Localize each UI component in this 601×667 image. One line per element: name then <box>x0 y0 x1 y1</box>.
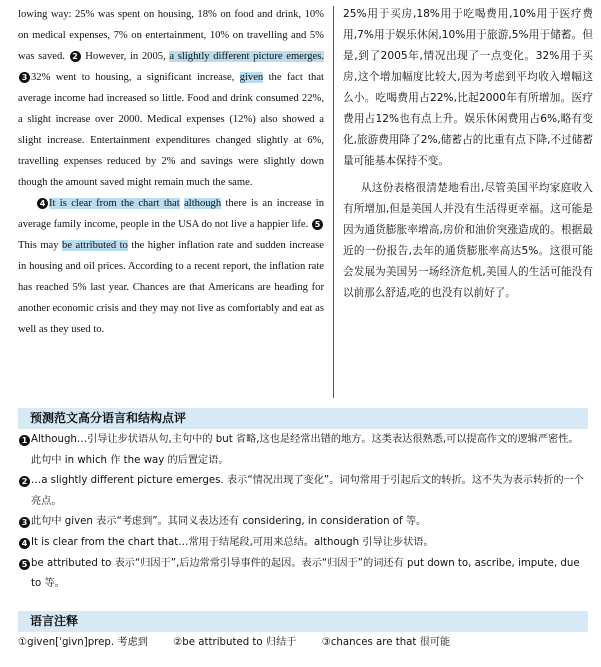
commentary-text: be attributed to 表示“归因于”,后边常常引导事件的起因。表示“归因于”的词还有 put down to, ascribe, impute, due to 等。 <box>31 557 580 590</box>
marker-5-icon: 5 <box>312 219 323 230</box>
marker-1-icon: 1 <box>19 435 30 446</box>
highlight-phrase: be attributed to <box>62 240 128 251</box>
marker-2-icon: 2 <box>19 476 30 487</box>
vocab-list <box>18 633 588 653</box>
marker-3-icon: 3 <box>19 72 30 83</box>
section-title-vocab: 语言注释 <box>18 611 588 632</box>
section-title-commentary: 预测范文高分语言和结构点评 <box>18 408 588 429</box>
commentary-item-1 <box>18 430 588 471</box>
commentary-text: 此句中 given 表示“考虑到”。其同义表达还有 considering, in consideration of 等。 <box>31 516 427 528</box>
commentary-text: It is clear from the chart that…常用于结尾段,可用来总结。although 引导让步状语。 <box>31 536 434 548</box>
text-segment: the higher inflation rate and sudden increase in housing and oil prices. According to a recent report, the inflation rate has reached 5% last year. Chances are that Americans are heading for another economic crisis and they may not live as comfortably and eat as well as they used to. <box>18 240 324 335</box>
highlight-phrase: given <box>239 72 264 83</box>
commentary-item-4 <box>18 533 588 554</box>
marker-5-icon: 5 <box>19 559 30 570</box>
highlight-phrase: It is clear from the chart that <box>49 198 180 209</box>
commentary-item-2 <box>18 471 588 512</box>
column-divider <box>333 6 334 398</box>
chinese-column <box>343 4 593 304</box>
chinese-paragraph-1: 25%用于买房,18%用于吃喝费用,10%用于医疗费用,7%用于娱乐休闲,10%用于旅游,5%用于储蓄。但是,到了2005年,情况出现了一点变化。32%用于买房,这个增加幅度比较大,因为考虑到平均收入增幅这么小。吃喝费用占22%,比起2000年有所增加。医疗费用占12%也有点上升。娱乐休闲费用占6%,略有变化,旅游费用降了2%,储蓄占的比重有点下降,不过储蓄量可能基本保持不变。 <box>343 8 593 167</box>
commentary-list <box>18 430 588 595</box>
commentary-text: Although…引导让步状语从句,主句中的 but 省略,这也是经常出错的地方。这类表达很熟悉,可以提高作文的逻辑严密性。此句中 in which 作 the way 的后置定语。 <box>31 434 579 466</box>
vocab-item: ①given[ˈgivn]prep. 考虑到 <box>18 637 148 648</box>
commentary-item-5 <box>18 554 588 595</box>
chinese-paragraph-2: 从这份表格很清楚地看出,尽管美国平均家庭收入有所增加,但是美国人并没有生活得更幸福。这可能是因为通货膨胀率增高,房价和油价突涨造成的。根据最近的一份报告,去年的通货膨胀率高达5%。这很可能会发展为美国另一场经济危机,美国人的生活可能没有以前那么舒适,吃的也没有以前好了。 <box>343 182 593 299</box>
english-paragraph-2 <box>18 193 324 340</box>
text-segment: This may <box>18 240 59 251</box>
english-paragraph-1 <box>18 4 324 193</box>
marker-4-icon: 4 <box>37 198 48 209</box>
english-column <box>18 4 324 340</box>
text-segment: the fact that average income had increased so little. Food and drink consumed 22%, a slight increase over 2000. Medical expenses (12%) also showed a slight increase. Entertainment expenditures changed slightly at 6%, travelling expenses reduced by 2% and savings were slightly down though the amount saved might remain much the same. <box>18 72 324 188</box>
highlight-phrase: a slightly different picture emerges. <box>169 51 324 62</box>
vocab-item: ②be attributed to 归结于 <box>173 637 297 648</box>
marker-2-icon: 2 <box>70 51 81 62</box>
text-segment: there is an increase in average family income, people in the USA do not live a happier life. <box>18 198 324 230</box>
vocab-item: ③chances are that 很可能 <box>321 637 451 648</box>
marker-4-icon: 4 <box>19 538 30 549</box>
commentary-text: …a slightly different picture emerges. 表示“情况出现了变化”。词句常用于引起后文的转折。这不失为表示转折的一个亮点。 <box>31 475 584 507</box>
text-segment: 32% went to housing, a significant increase, <box>31 72 235 83</box>
commentary-item-3 <box>18 512 588 533</box>
marker-3-icon: 3 <box>19 517 30 528</box>
text-segment: However, in 2005, <box>85 51 166 62</box>
text-segment: lowing way: 25% was spent on housing, 18% on food and drink, 10% on medical expenses, 7% on entertainment, 10% on travelling and 5% was saved. <box>18 9 324 62</box>
highlight-phrase: although <box>184 198 222 209</box>
